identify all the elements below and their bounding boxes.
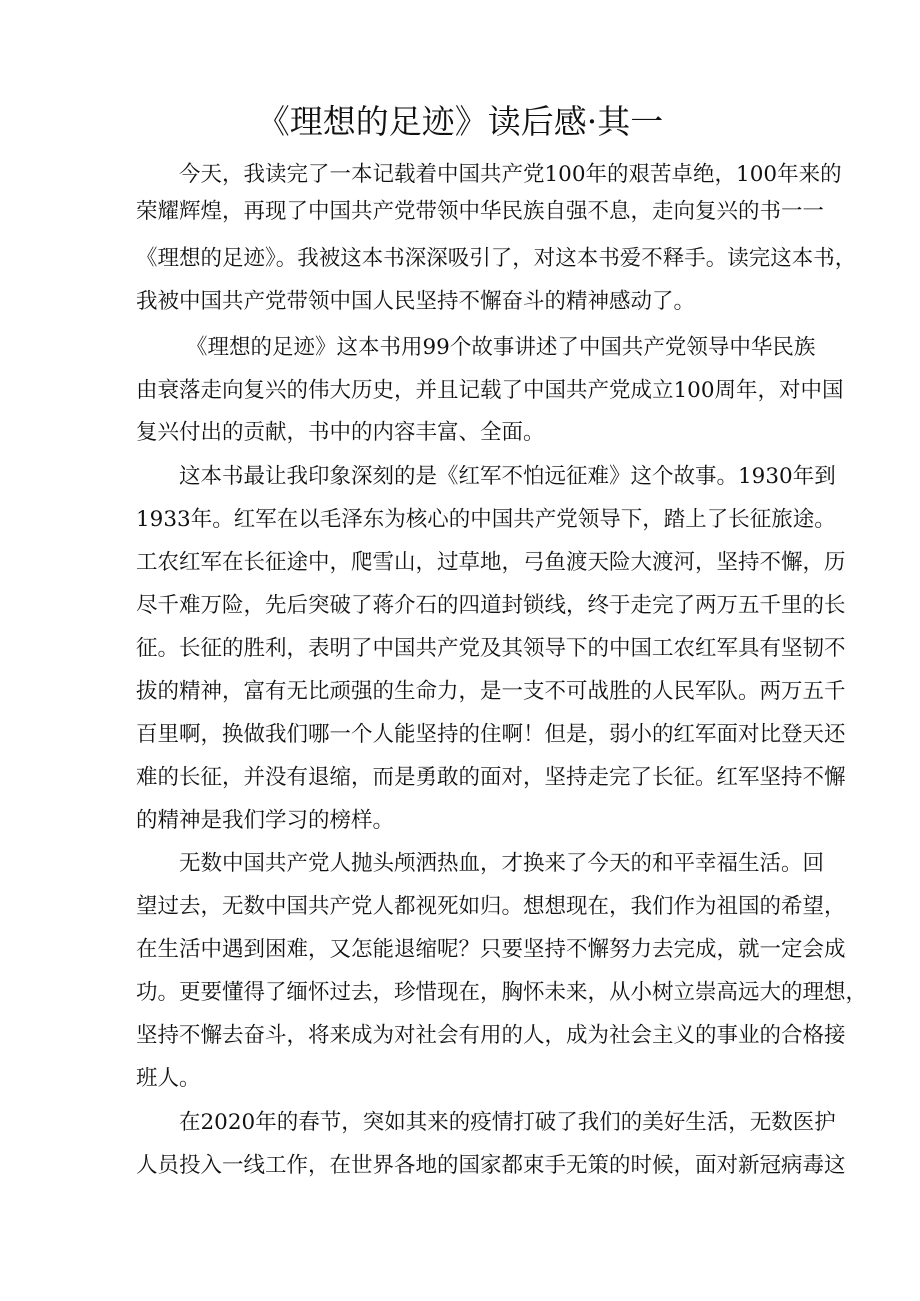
text-line: 征。长征的胜利，表明了中国共产党及其领导下的中国工农红军具有坚韧不 — [136, 636, 846, 661]
text-line: 荣耀辉煌，再现了中国共产党带领中华民族自强不息，走向复兴的书一一 — [136, 199, 825, 224]
text-line: 坚持不懈去奋斗，将来成为对社会有用的人，成为社会主义的事业的合格接 — [136, 1023, 846, 1048]
text-line: 1933年。红军在以毛泽东为核心的中国共产党领导下，踏上了长征旅途。 — [136, 507, 836, 532]
text-line: 我被中国共产党带领中国人民坚持不懈奋斗的精神感动了。 — [136, 289, 696, 314]
text-line: 由衰落走向复兴的伟大历史，并且记载了中国共产党成立100周年，对中国 — [136, 378, 844, 403]
text-line: 的精神是我们学习的榜样。 — [136, 808, 395, 833]
text-line: 尽千难万险，先后突破了蒋介石的四道封锁线，终于走完了两万五千里的长 — [136, 593, 846, 618]
text-line: 无数中国共产党人抛头颅洒热血，才换来了今天的和平幸福生活。回 — [179, 851, 825, 876]
text-line: 百里啊，换做我们哪一个人能坚持的住啊！但是，弱小的红军面对比登天还 — [136, 722, 846, 747]
document-title: 《理想的足迹》读后感·其一 — [256, 102, 664, 141]
text-line: 今天，我读完了一本记载着中国共产党100年的艰苦卓绝，100年来的 — [179, 162, 842, 187]
text-line: 难的长征，并没有退缩，而是勇敢的面对，坚持走完了长征。红军坚持不懈 — [136, 765, 846, 790]
text-line: 《理想的足迹》。我被这本书深深吸引了，对这本书爱不释手。读完这本书， — [136, 246, 857, 271]
text-line: 班人。 — [136, 1066, 201, 1091]
text-line: 《理想的足迹》这本书用99个故事讲述了中国共产党领导中华民族 — [186, 335, 816, 360]
text-line: 人员投入一线工作，在世界各地的国家都束手无策的时候，面对新冠病毒这 — [136, 1153, 846, 1178]
text-line: 在生活中遇到困难，又怎能退缩呢？只要坚持不懈努力去完成，就一定会成 — [136, 937, 846, 962]
text-line: 在2020年的春节，突如其来的疫情打破了我们的美好生活，无数医护 — [179, 1110, 836, 1135]
text-line: 望过去，无数中国共产党人都视死如归。想想现在，我们作为祖国的希望， — [136, 894, 846, 919]
text-line: 拔的精神，富有无比顽强的生命力，是一支不可战胜的人民军队。两万五千 — [136, 679, 846, 704]
text-line: 复兴付出的贡献，书中的内容丰富、全面。 — [136, 420, 545, 445]
text-line: 功。更要懂得了缅怀过去，珍惜现在，胸怀未来，从小树立崇高远大的理想， — [136, 980, 868, 1005]
text-line: 工农红军在长征途中，爬雪山，过草地，弓鱼渡天险大渡河，坚持不懈，历 — [136, 550, 846, 575]
text-line: 这本书最让我印象深刻的是《红军不怕远征难》这个故事。1930年到 — [179, 464, 836, 489]
